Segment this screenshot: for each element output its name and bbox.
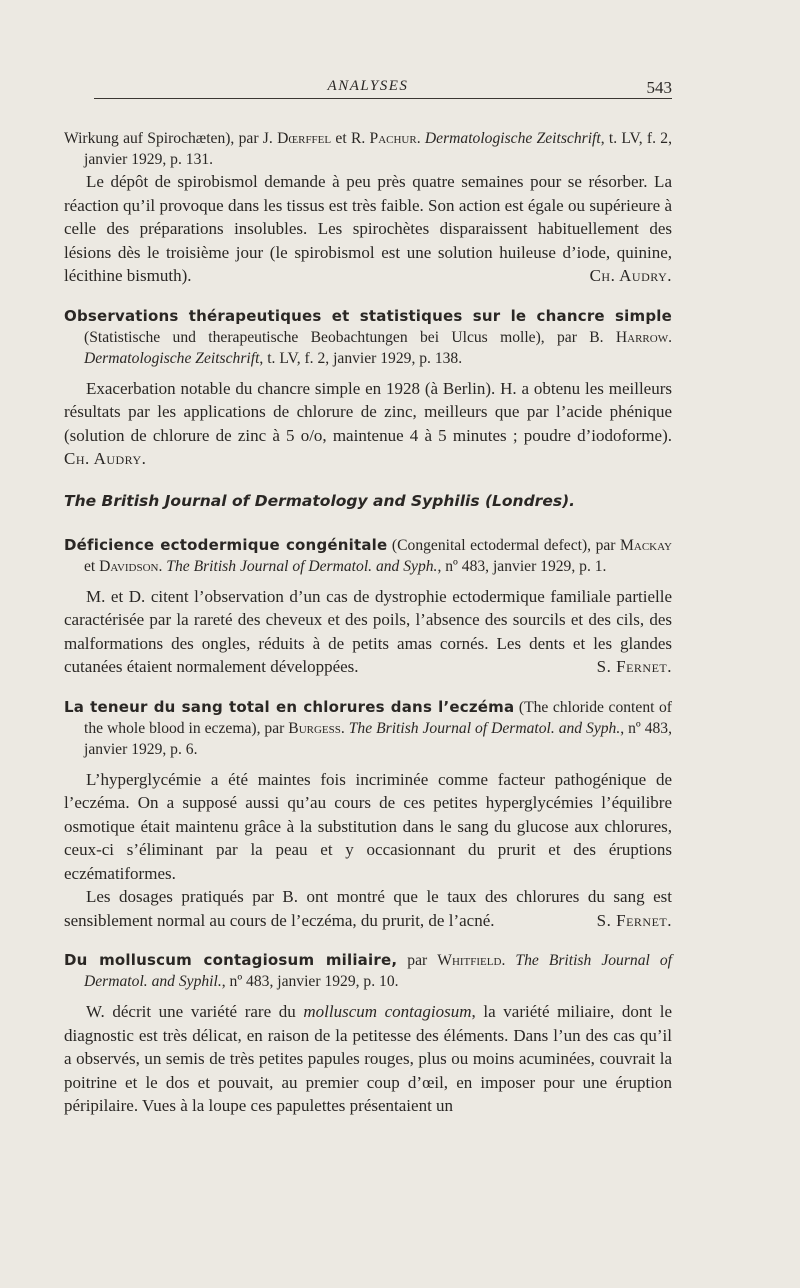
emphasis: molluscum contagiosum xyxy=(303,1002,472,1021)
article-body: W. décrit une variété rare du molluscum contagiosum, la variété miliaire, dont le diagnostic est très délicat, en raison de la petitesse des éléments. Dans l’un des cas qu’il a observés, un semis de très petites papules rouges, plus ou moins acuminées, couvrait la poitrine et le dos et pouvait, au premier coup d’œil, en imposer pour une éruption péripilaire. Vues à la loupe ces papulettes présentaient un xyxy=(64,1002,673,1115)
article-reference: La teneur du sang total en chlorures dans l’eczéma (The chloride content of the whole blood in eczema), par Burgess. The British Journal of Dermatol. and Syph., nº 483, janvier 1929, p. 6. xyxy=(64,697,673,758)
article-body: Les dosages pratiqués par B. ont montré que le taux des chlorures du sang est sensiblement normal au cours de l’eczéma, du prurit, de l’acné. S. Fernet. xyxy=(64,885,672,932)
signature: Ch. Audry. xyxy=(64,449,147,468)
author: Davidson xyxy=(99,557,159,575)
journal-name: Dermatologische Zeitschrift xyxy=(424,130,601,147)
journal-name: The British Journal of Dermatol. and Syphil. xyxy=(84,952,672,990)
page-number: 543 xyxy=(646,78,672,97)
article-reference: Déficience ectodermique congénitale (Congenital ectodermal defect), par Mackay et Davidson. The British Journal of Dermatol. and Syph., nº 483, janvier 1929, p. 1. xyxy=(64,535,672,575)
author: Whitfield xyxy=(437,952,502,969)
article-reference: Du molluscum contagiosum miliaire, par Whitfield. The British Journal of Dermatol. and Syphil., nº 483, janvier 1929, p. 10. xyxy=(64,951,672,990)
author: Pachur xyxy=(369,130,417,147)
author: Harrow xyxy=(615,328,669,346)
article-title: Observations thérapeutiques et statistiques sur le chancre simple xyxy=(64,306,672,325)
intro-body: Le dépôt de spirobismol demande à peu près quatre semaines pour se résorber. La réaction qu’il provoque dans les tissus est très faible. Son action est égale ou supérieure à celle des préparations insolubles. Les spirochètes disparaissent habituellement des lésions dès le troisième jour (le spirobismol est une solution huileuse d’iode, quinine, lécithine bismuth). Ch. Audry. xyxy=(64,170,672,288)
article-title: Du molluscum contagiosum miliaire, xyxy=(64,951,398,969)
journal-name: The British Journal of Dermatol. and Syph. xyxy=(348,719,621,737)
article-body: M. et D. citent l’observation d’un cas de dystrophie ectodermique familiale partielle caractérisée par la rareté des cheveux et des poils, l’absence des sourcils et des cils, des malformations des ongles, réduits à de petits amas cornés. Les dents et les glandes cutanées étaient normalement développées. S. Fernet. xyxy=(64,585,672,679)
journal-name: The British Journal of Dermatol. and Syph. xyxy=(166,557,438,575)
journal-heading: The British Journal of Dermatology and Syphilis (Londres). xyxy=(64,491,576,510)
running-title: ANALYSES xyxy=(327,78,409,94)
signature: S. Fernet. xyxy=(596,910,672,930)
article-title: La teneur du sang total en chlorures dans l’eczéma xyxy=(64,697,515,716)
author: Mackay xyxy=(620,536,672,554)
intro-reference: Wirkung auf Spirochæten), par J. Dœrffel et R. Pachur. Dermatologische Zeitschrift, t. LV, f. 2, janvier 1929, p. 131. xyxy=(64,130,673,168)
article-title: Déficience ectodermique congénitale xyxy=(64,535,388,554)
signature: S. Fernet. xyxy=(596,657,672,676)
article-body: L’hyperglycémie a été maintes fois incriminée comme facteur pathogénique de l’eczéma. On a supposé aussi qu’au cours de ces petites hyperglycémies l’équilibre osmotique était maintenu grâce à la substitution dans le sang du glucose aux chlorures, ceux-ci s’éliminant par la peau et y occasionnant du prurit et des éruptions eczématiformes. xyxy=(64,769,672,883)
author: Dœrffel xyxy=(277,130,332,147)
journal-name: Dermatologische Zeitschrift xyxy=(84,349,260,367)
page xyxy=(64,78,672,1118)
signature: Ch. Audry. xyxy=(589,266,672,285)
author: Burgess xyxy=(288,719,341,737)
header-rule xyxy=(94,98,672,99)
article-body: Exacerbation notable du chancre simple en 1928 (à Berlin). H. a obtenu les meilleurs résultats par les applications de chlorure de zinc, meilleurs que par l’acide phénique (solution de chlorure de zinc à 5 o/o, maintenue 4 à 5 minutes ; poudre d’iodoforme). Ch. Audry. xyxy=(64,378,672,468)
page-header xyxy=(64,78,672,102)
article-reference: Observations thérapeutiques et statistiques sur le chancre simple (Statistische und therapeutische Beobachtungen bei Ulcus molle), par B. Harrow. Dermatologische Zeitschrift, t. LV, f. 2, janvier 1929, p. 138. xyxy=(64,306,672,367)
